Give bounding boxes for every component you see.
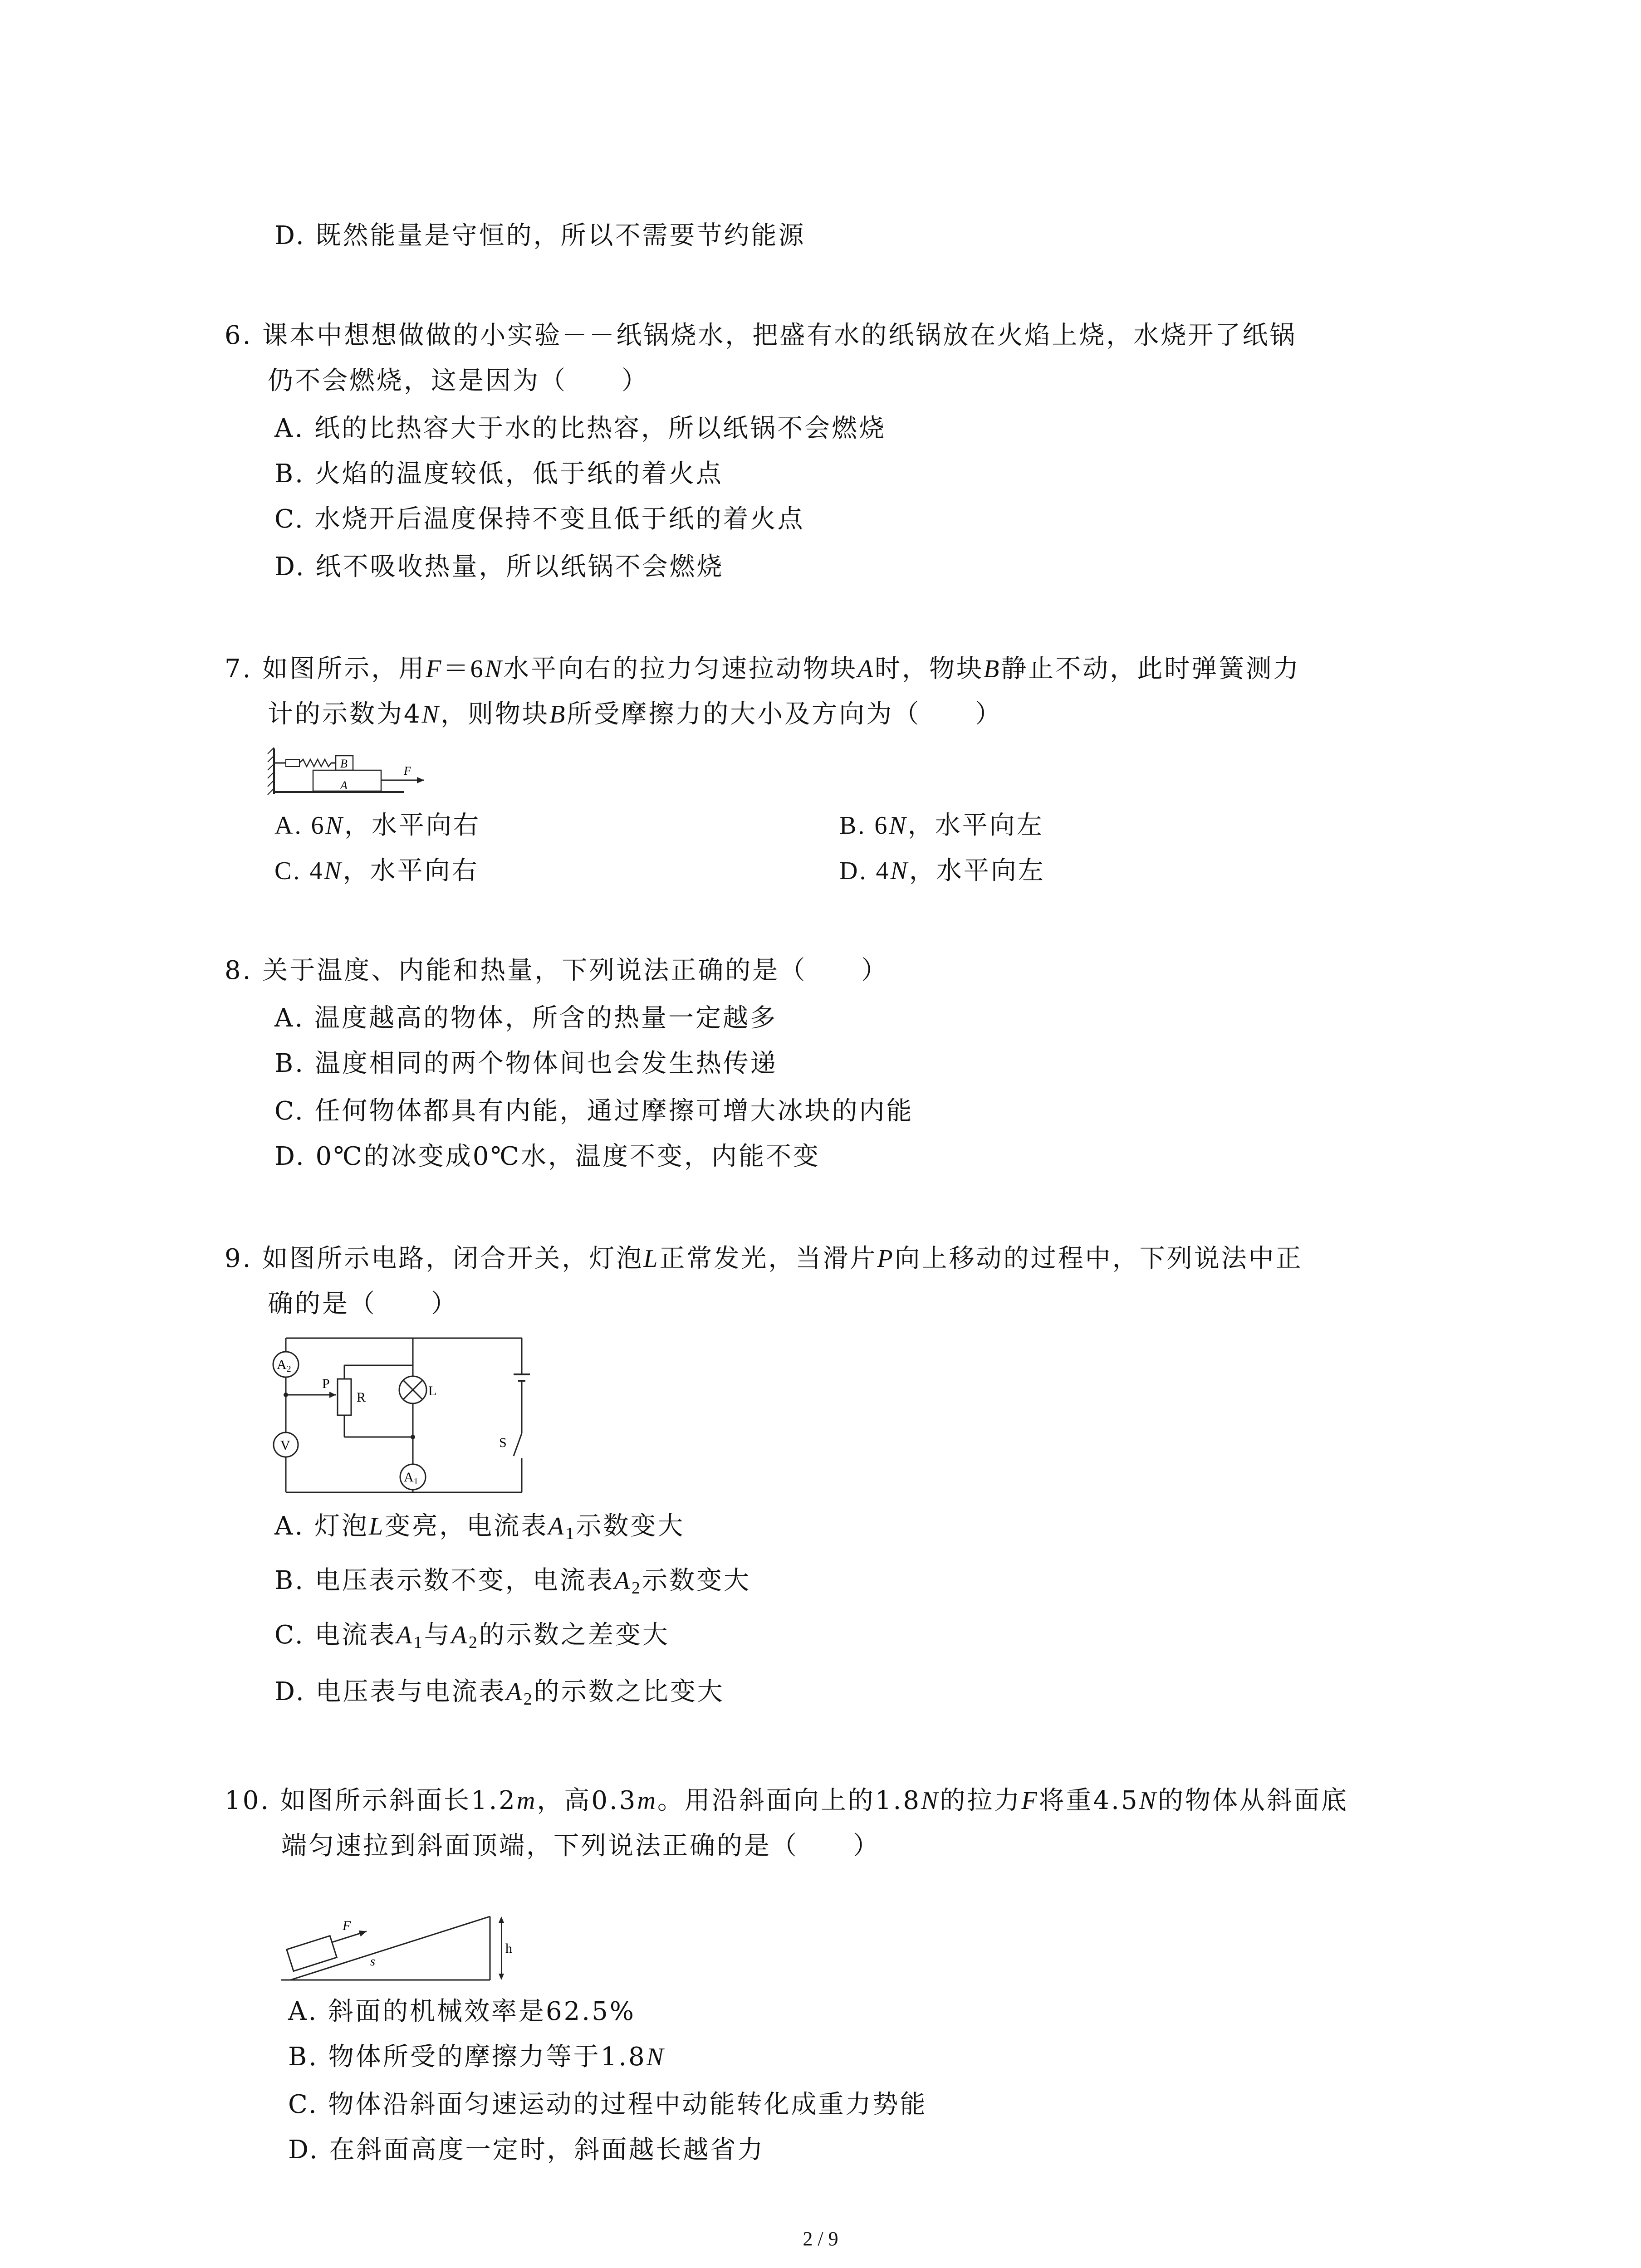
- q7-fig-label-a: A: [340, 779, 348, 792]
- q9-fig-label-r: R: [357, 1390, 366, 1405]
- q10-fig-label-h: h: [505, 1941, 512, 1956]
- q9-option-b: B. 电压表示数不变，电流表$A_2$示数变大: [274, 1566, 751, 1598]
- q7-option-a: A. 6N，水平向右: [274, 811, 480, 840]
- q7-option-b: B. 6N，水平向左: [839, 811, 1044, 840]
- q10-incline-figure: [281, 1907, 517, 1984]
- q7-fig-label-b: B: [340, 757, 348, 770]
- q10-option-a: A. 斜面的机械效率是62.5%: [288, 1997, 636, 2026]
- q6-option-d: D. 纸不吸收热量，所以纸锅不会燃烧: [274, 552, 724, 582]
- q7-option-d: D. 4N，水平向左: [839, 856, 1045, 885]
- q7-stem-line2: 计的示数为4N，则物块B所受摩擦力的大小及方向为（ ）: [268, 699, 1003, 729]
- q9-fig-label-p: P: [322, 1376, 330, 1391]
- q9-fig-voltmeter-v: V: [280, 1438, 290, 1453]
- q10-option-b: B. 物体所受的摩擦力等于1.8N: [288, 2042, 666, 2072]
- q10-fig-label-s: s: [370, 1955, 375, 1969]
- q10-stem-line2: 端匀速拉到斜面顶端，下列说法正确的是（ ）: [281, 1831, 880, 1861]
- q6-option-b: B. 火焰的温度较低，低于纸的着火点: [274, 459, 723, 489]
- q9-fig-ammeter-a2: $A_2$: [277, 1357, 291, 1374]
- q10-option-c: C. 物体沿斜面匀速运动的过程中动能转化成重力势能: [288, 2090, 927, 2119]
- q8-option-c: C. 任何物体都具有内能，通过摩擦可增大冰块的内能: [274, 1096, 914, 1126]
- q7-spring-block-figure: [268, 744, 458, 798]
- q10-option-d: D. 在斜面高度一定时，斜面越长越省力: [288, 2135, 765, 2165]
- q10-fig-label-f: F: [343, 1918, 351, 1933]
- q8-stem: 8. 关于温度、内能和热量，下列说法正确的是（ ）: [225, 956, 889, 985]
- q6-stem-line2: 仍不会燃烧，这是因为（ ）: [268, 366, 649, 396]
- q9-stem-line2: 确的是（ ）: [268, 1289, 458, 1319]
- q6-option-c: C. 水烧开后温度保持不变且低于纸的着火点: [274, 504, 805, 534]
- q9-option-a: A. 灯泡L变亮，电流表$A_1$示数变大: [274, 1511, 685, 1543]
- q9-fig-ammeter-a1: $A_1$: [404, 1470, 418, 1486]
- q8-option-b: B. 温度相同的两个物体间也会发生热传递: [274, 1049, 778, 1078]
- q6-option-a: A. 纸的比热容大于水的比热容，所以纸锅不会燃烧: [274, 414, 887, 443]
- page-number: 2 / 9: [803, 2228, 838, 2250]
- q8-option-a: A. 温度越高的物体，所含的热量一定越多: [274, 1003, 778, 1033]
- q9-fig-label-l: L: [428, 1383, 437, 1398]
- q7-fig-label-f: F: [404, 764, 411, 777]
- q5-option-d: D. 既然能量是守恒的，所以不需要节约能源: [274, 221, 806, 250]
- q7-stem-line1: 7. 如图所示，用F＝6N水平向右的拉力匀速拉动物块A时，物块B静止不动，此时弹簧测力: [225, 654, 1301, 684]
- q9-option-d: D. 电压表与电流表$A_2$的示数之比变大: [274, 1677, 725, 1709]
- q9-stem-line1: 9. 如图所示电路，闭合开关，灯泡L正常发光，当滑片P向上移动的过程中，下列说法中正: [225, 1244, 1303, 1273]
- q7-option-c: C. 4N，水平向右: [274, 856, 479, 885]
- q6-stem-line1: 6. 课本中想想做做的小实验－－纸锅烧水，把盛有水的纸锅放在火焰上烧，水烧开了纸锅: [225, 321, 1297, 350]
- q9-fig-switch-s: S: [499, 1435, 507, 1450]
- q9-circuit-diagram: [268, 1334, 531, 1497]
- q10-stem-line1: 10. 如图所示斜面长1.2m，高0.3m。用沿斜面向上的1.8N的拉力F将重4.5N的物体从斜面底: [225, 1786, 1348, 1815]
- q8-option-d: D. 0℃的冰变成0℃水，温度不变，内能不变: [274, 1142, 821, 1171]
- q9-option-c: C. 电流表$A_1$与$A_2$的示数之差变大: [274, 1620, 670, 1652]
